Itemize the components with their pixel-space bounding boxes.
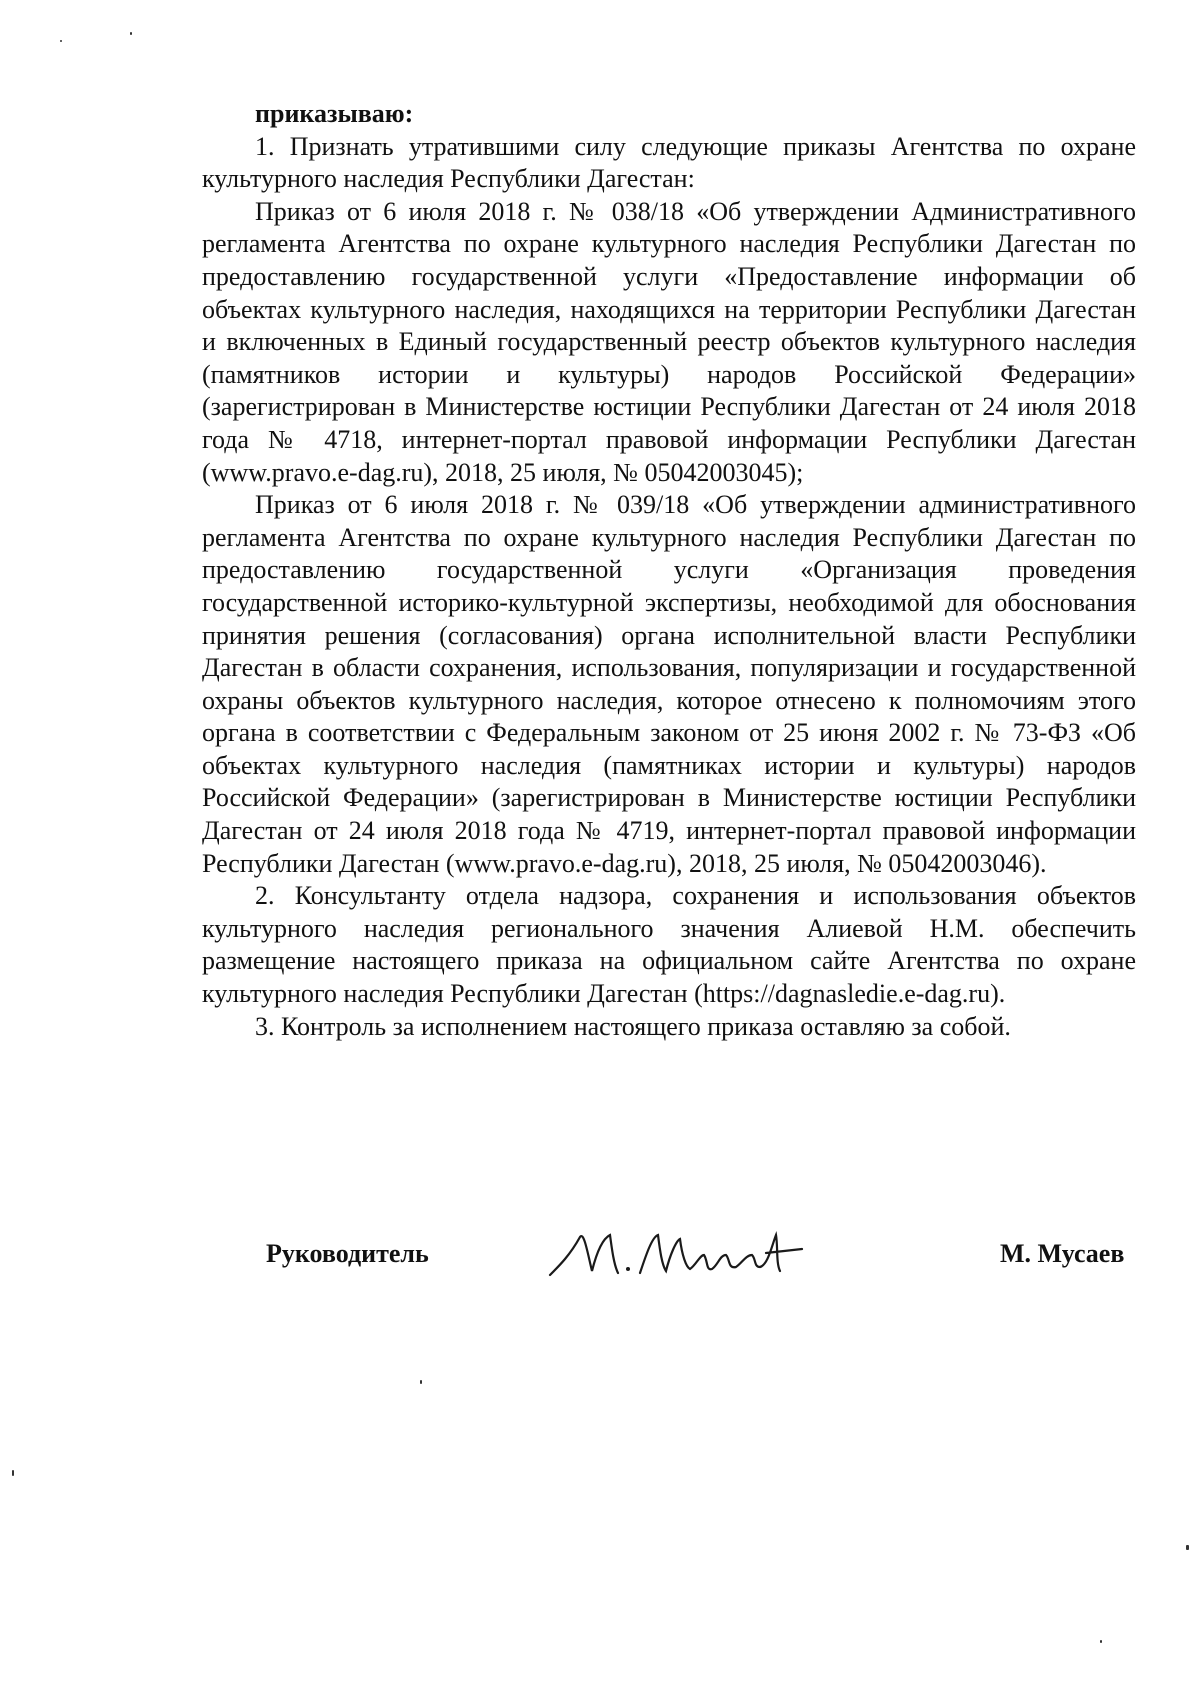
scan-speck [60, 40, 62, 42]
signatory-name: М. Мусаев [1000, 1239, 1125, 1268]
paragraph-order-038: Приказ от 6 июля 2018 г. № 038/18 «Об утверждении Административного регламента Агентства по охране культурного наследия Республики Дагестан по предоставлению государственной услуги «Предоставление информации об объектах культурного наследия, находящихся на территории Республики Дагестан и включенных в Единый государственный реестр объектов культурного наследия (памятников истории и культуры) народов Российской Федерации» (зарегистрирован в Министерстве юстиции Республики Дагестан от 24 июля 2018 года № 4718, интернет-портал правовой информации Республики Дагестан (www.pravo.e-dag.ru), 2018, 25 июля, № 05042003045); [202, 196, 1136, 487]
paragraph-item-2: 2. Консультанту отдела надзора, сохранения и использования объектов культурного наследия регионального значения Алиевой Н.М. обеспечить размещение настоящего приказа на официальном сайте Агентства по охране культурного наследия Республики Дагестан (https://dagnasledie.e-dag.ru). [202, 881, 1136, 1009]
scan-speck [12, 1470, 14, 1476]
scan-speck [1186, 1545, 1189, 1550]
scan-speck [420, 1380, 422, 1384]
paragraph-item-3: 3. Контроль за исполнением настоящего приказа оставляю за собой. [255, 1011, 1011, 1041]
order-heading: приказываю: [255, 99, 414, 128]
scan-speck [1100, 1640, 1102, 1643]
signature-block [0, 1225, 1200, 1285]
paragraph-order-039: Приказ от 6 июля 2018 г. № 039/18 «Об утверждении административного регламента Агентства по охране культурного наследия Республики Дагестан по предоставлению государственной услуги «Организация проведения государственной историко-культурной экспертизы, необходимой для обоснования принятия решения (согласования) органа исполнительной власти Республики Дагестан в области сохранения, использования, популяризации и государственной охраны объектов культурного наследия, которое отнесено к полномочиям этого органа в соответствии с Федеральным законом от 25 июня 2002 г. № 73-ФЗ «Об объектах культурного наследия (памятниках истории и культуры) народов Российской Федерации» (зарегистрирован в Министерстве юстиции Республики Дагестан от 24 июля 2018 года № 4719, интернет-портал правовой информации Республики Дагестан (www.pravo.e-dag.ru), 2018, 25 июля, № 05042003046). [202, 490, 1136, 878]
scan-speck [130, 32, 132, 35]
document-body [202, 98, 1136, 1043]
handwritten-signature [540, 1225, 810, 1285]
signatory-title: Руководитель [266, 1239, 429, 1268]
paragraph-item-1: 1. Признать утратившими силу следующие приказы Агентства по охране культурного наследия Республики Дагестан: [202, 131, 1136, 194]
